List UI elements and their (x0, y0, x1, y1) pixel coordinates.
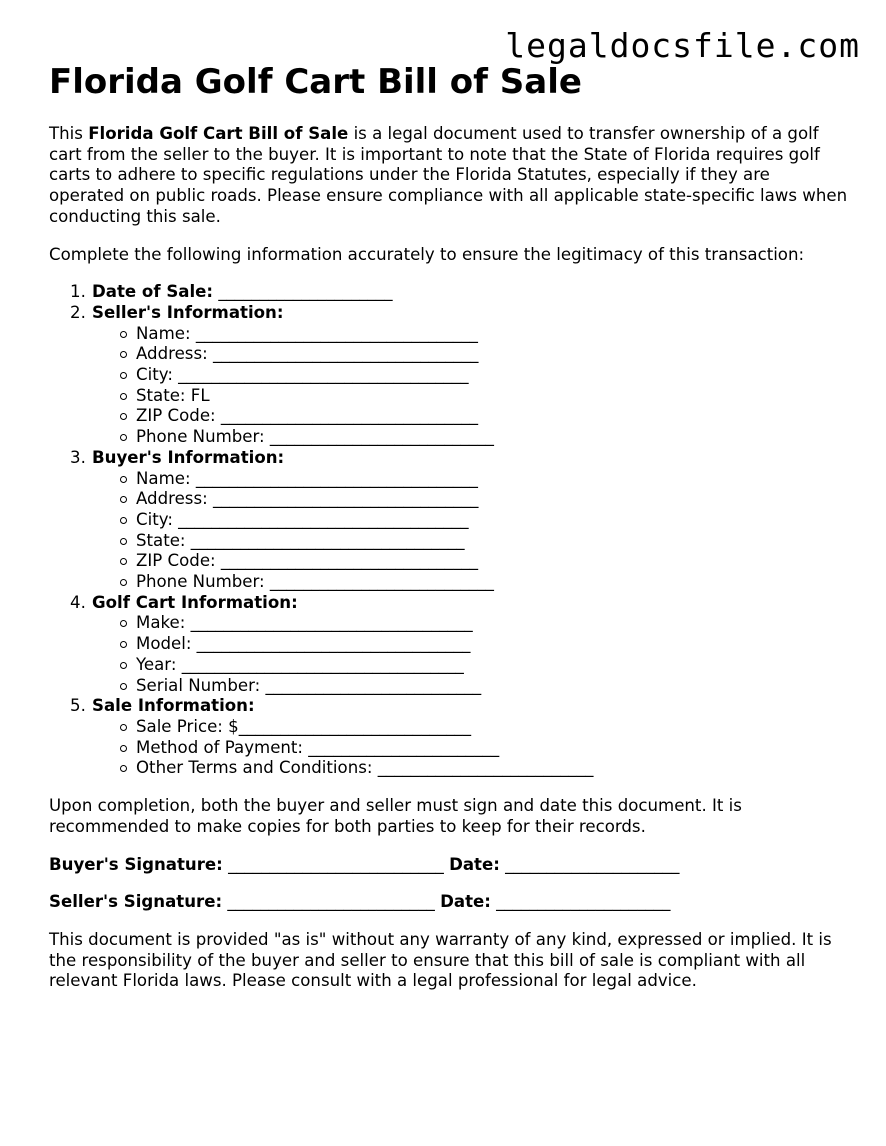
seller-signature-label: Seller's Signature: (49, 892, 223, 912)
payment-method-field[interactable]: Method of Payment: _______________________ (136, 738, 849, 759)
seller-fields (92, 324, 849, 448)
buyer-signature-line (49, 855, 849, 876)
seller-information-label: Seller's Information: (92, 302, 284, 322)
sale-price-field[interactable]: Sale Price: $____________________________ (136, 717, 849, 738)
buyer-signature-field[interactable]: __________________________ (222, 854, 450, 874)
buyer-information-label: Buyer's Information: (92, 447, 285, 467)
seller-date-label: Date: (440, 892, 491, 912)
buyer-date-label: Date: (449, 854, 500, 874)
section-sale-information (92, 696, 849, 779)
golf-cart-information-label: Golf Cart Information: (92, 592, 298, 612)
buyer-zip-field[interactable]: ZIP Code: _______________________________ (136, 551, 849, 572)
completion-paragraph: Upon completion, both the buyer and seller must sign and date this document. It is recommended to make copies for both parties to keep for their records. (49, 796, 742, 836)
seller-zip-field[interactable]: ZIP Code: _______________________________ (136, 406, 849, 427)
form-sections (49, 282, 849, 779)
seller-state-field: State: FL (136, 386, 849, 407)
cart-model-field[interactable]: Model: _________________________________ (136, 634, 849, 655)
cart-year-field[interactable]: Year: __________________________________ (136, 655, 849, 676)
buyer-address-field[interactable]: Address: ________________________________ (136, 489, 849, 510)
intro-prefix: This (49, 124, 89, 143)
buyer-name-field[interactable]: Name: __________________________________ (136, 469, 849, 490)
seller-signature-line (49, 892, 849, 913)
intro-suffix: is a legal document used to transfer ownership of a golf cart from the seller to the buyer. It is important to note that the State of Florida requires golf carts to adhere to specific regulations under the Florida Statutes, especially if they are operated on public roads. Please ensure compliance with all applicable state-specific laws when conducting this sale. (49, 124, 848, 226)
instruction-paragraph: Complete the following information accurately to ensure the legitimacy of this transaction: (49, 244, 805, 264)
date-of-sale-label: Date of Sale: (92, 282, 214, 302)
buyer-city-field[interactable]: City: ___________________________________ (136, 510, 849, 531)
disclaimer-paragraph: This document is provided "as is" without any warranty of any kind, expressed or implied. It is the responsibility of the buyer and seller to ensure that this bill of sale is compliant with all relevant Florida laws. Please consult with a legal professional for legal advice. (49, 929, 832, 991)
section-golf-cart-information (92, 593, 849, 697)
cart-serial-number-field[interactable]: Serial Number: __________________________ (136, 676, 849, 697)
site-watermark: legaldocsfile.com (505, 26, 860, 65)
section-seller-information (92, 303, 849, 448)
buyer-phone-field[interactable]: Phone Number: ___________________________ (136, 572, 849, 593)
sale-fields (92, 717, 849, 779)
buyer-date-field[interactable]: _____________________ (499, 854, 680, 874)
page-title: Florida Golf Cart Bill of Sale (49, 62, 582, 102)
cart-make-field[interactable]: Make: __________________________________ (136, 613, 849, 634)
seller-signature-field[interactable]: _________________________ (222, 892, 441, 912)
buyer-signature-label: Buyer's Signature: (49, 854, 223, 874)
seller-name-field[interactable]: Name: __________________________________ (136, 324, 849, 345)
intro-document-name: Florida Golf Cart Bill of Sale (88, 124, 349, 143)
golf-cart-fields (92, 613, 849, 696)
seller-date-field[interactable]: _____________________ (490, 892, 671, 912)
document-body (49, 62, 849, 1009)
seller-address-field[interactable]: Address: ________________________________ (136, 344, 849, 365)
seller-city-field[interactable]: City: ___________________________________ (136, 365, 849, 386)
seller-phone-field[interactable]: Phone Number: ___________________________ (136, 427, 849, 448)
date-of-sale-field[interactable]: _____________________ (213, 282, 393, 302)
sale-information-label: Sale Information: (92, 696, 255, 716)
intro-paragraph (49, 124, 849, 228)
buyer-fields (92, 469, 849, 593)
buyer-state-field[interactable]: State: _________________________________ (136, 531, 849, 552)
other-terms-field[interactable]: Other Terms and Conditions: __________________________ (136, 758, 849, 779)
section-date-of-sale (92, 282, 849, 303)
section-buyer-information (92, 448, 849, 593)
